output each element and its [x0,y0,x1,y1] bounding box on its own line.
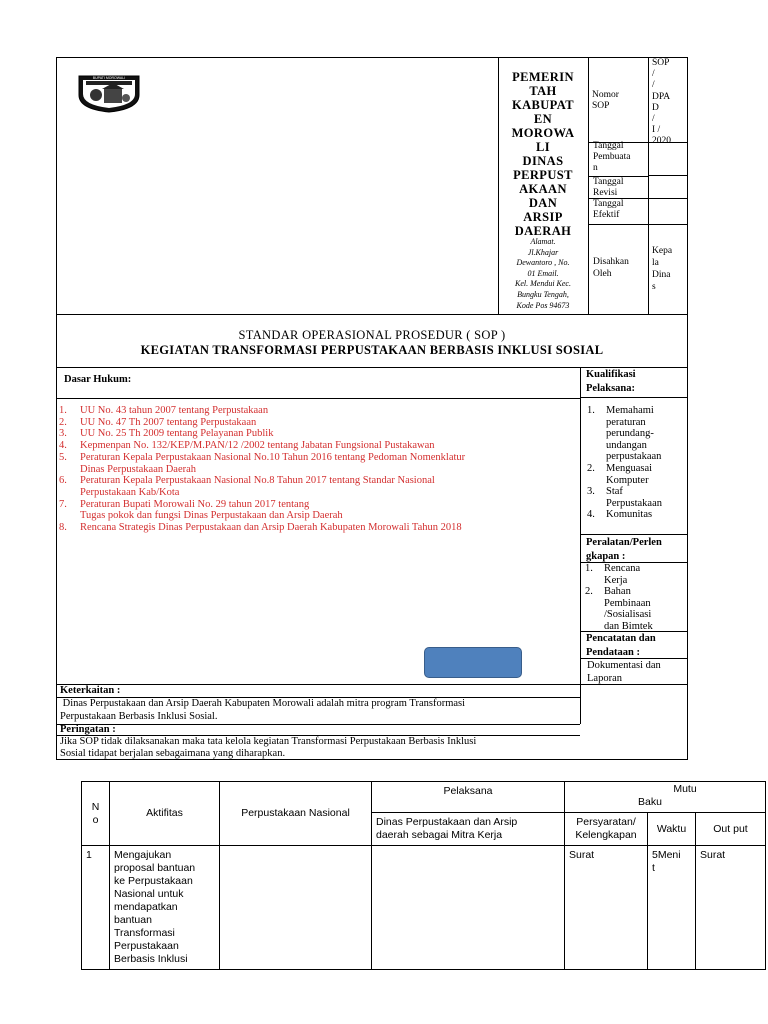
cell-line: bantuan [114,914,152,926]
tool-item-continued [585,609,685,621]
item-number: 3. [59,428,67,440]
blue-rectangle-shape [424,647,522,678]
item-text: /Sosialisasi [604,609,652,621]
item-text: perundang- [606,428,654,440]
tool-item [585,563,685,575]
item-number: 1. [585,563,593,574]
sop-number-line: SOP [652,58,670,68]
cell-line: t [652,862,655,874]
cell-dinas [372,846,565,970]
item-number: 5. [59,451,67,463]
header-text: N [91,800,100,813]
item-text: UU No. 47 Th 2007 tentang Perpustakaan [80,416,257,428]
label-line: Tanggal [593,141,624,151]
logo-cell [56,57,498,314]
org-line: EN [533,112,553,126]
text-line: Perpustakaan Berbasis Inklusi Sosial. [60,710,218,722]
value-line: Kepa [652,246,673,256]
sop-number-line: 2020 [652,136,671,147]
item-number: 4. [587,509,595,521]
item-number: 6. [59,475,67,487]
kualifikasi-list [587,405,687,521]
item-text: perpustakaan [606,451,662,463]
header-mutu-baku [565,782,766,813]
cell-output: Surat [696,846,766,970]
header-waktu: Waktu [648,813,696,846]
item-text: Kepmenpan No. 132/KEP/M.PAN/12 /2002 tentang Jabatan Fungsional Pustakawan [80,440,435,452]
sop-number-line: / [652,80,655,91]
qual-item-continued [587,428,687,440]
law-item-continued [59,464,577,476]
address-line: Alamat. [530,237,556,246]
cell-line: ke Perpustakaan [114,875,193,887]
address-line: 01 Email. [527,268,559,278]
sop-number-line: / [652,114,655,125]
logo-caption: BUPATI MOROWALI [92,76,126,80]
item-text: Dinas Perpustakaan Daerah [80,463,197,475]
cell-perpusnas [220,846,372,970]
cell-line: 5Meni [652,849,681,861]
org-line: MOROWA [511,126,575,140]
law-item [59,522,577,534]
pencatatan-text [587,659,661,685]
peralatan-heading [586,536,662,564]
label-line: Pembuata [593,152,631,162]
cell-line: mendapatkan [114,901,178,913]
header-text: Persyaratan/ [576,816,636,828]
law-item [59,499,577,511]
label-line: Tanggal [593,177,624,187]
org-line: DAERAH [514,224,572,238]
item-number: 2. [59,416,67,428]
label-line: Tanggal [593,199,624,209]
heading-line: Pelaksana: [586,383,636,394]
cell-waktu [648,846,696,970]
label-line: Efektif [593,210,620,220]
item-text: Komunitas [606,509,653,521]
cell-persyaratan: Surat [565,846,648,970]
qual-item-continued [587,440,687,452]
address-line: Kel. Mendui Kec. [515,279,571,289]
address-line: Dewantoro , No. [516,258,570,268]
cell-line: Transformasi [114,927,175,939]
peringatan-heading: Peringatan : [60,724,116,735]
item-text: peraturan [606,416,646,428]
label-line: n [593,163,598,173]
law-item [59,405,577,417]
header-text: o [92,813,99,826]
sop-number-line: DPA [652,91,671,102]
org-line: ARSIP [523,210,563,224]
label-line: Oleh [593,268,612,279]
item-text: Bahan [604,586,631,598]
table-header-row [82,782,766,813]
item-number: 2. [587,462,595,474]
header-pelaksana: Pelaksana [372,782,565,813]
org-line: KABUPAT [511,98,575,112]
cell-line: Mengajukan [114,849,172,861]
org-line: LI [535,140,550,154]
dasar-hukum-heading: Dasar Hukum: [64,374,132,385]
law-item [59,475,577,487]
qual-item [587,509,687,521]
cell-line: Nasional untuk [114,888,184,900]
item-text: Peraturan Kepala Perpustakaan Nasional No.10 Tahun 2016 tentang Pedoman Nomenklatur [80,451,466,463]
sop-number-line: D [652,102,659,113]
peralatan-list [585,563,685,633]
qual-item [587,405,687,417]
sop-number-line: / [652,69,655,80]
item-text: Peraturan Kepala Perpustakaan Nasional No.8 Tahun 2017 tentang Standar Nasional [80,475,435,487]
item-number: 1. [587,405,595,416]
header-no [82,782,110,846]
item-text: Menguasai [606,462,653,474]
item-text: Perpustakaan [606,497,662,509]
item-text: Tugas pokok dan fungsi Dinas Perpustakaan dan Arsip Daerah [80,510,343,522]
item-text: Pembinaan [604,597,651,609]
item-number: 2. [585,586,593,598]
address-line: Jl.Khajar [527,247,559,257]
item-text: Komputer [606,474,649,486]
item-text: Peraturan Bupati Morowali No. 29 tahun 2017 tentang [80,498,310,510]
item-text: Rencana [604,563,641,574]
item-number: 1. [59,405,67,416]
law-item [59,452,577,464]
nomor-sop-label: Nomor SOP [592,90,619,111]
item-text: Perpustakaan Kab/Kota [80,486,180,498]
tanggal-pembuatan-label [593,141,647,174]
qual-item [587,463,687,475]
label-line: Disahkan [593,257,629,267]
item-text: UU No. 25 Th 2009 tentang Pelayanan Publik [80,428,274,440]
cell-line: Perpustakaan [114,940,179,952]
org-line: AKAAN [519,182,567,196]
cell-no: 1 [82,846,110,970]
heading-line: Pencatatan dan [586,633,656,644]
org-line: DINAS [522,154,564,168]
qual-item-continued [587,451,687,463]
law-item-continued [59,510,577,522]
header-text: Mutu [673,783,697,795]
header-text: daerah sebagai Mitra Kerja [376,829,503,841]
org-line: PERPUST [513,168,573,182]
header-dinas [372,813,565,846]
cell-line: proposal bantuan [114,862,196,874]
text-line: Sosial tidapat berjalan sebagaimana yang diharapkan. [60,747,286,759]
table-row [82,846,766,970]
header-output: Out put [696,813,766,846]
header-persyaratan [565,813,648,846]
law-item [59,428,577,440]
keterkaitan-heading: Keterkaitan : [60,685,121,696]
value-line: la [652,258,659,268]
value-line: s [652,282,656,292]
tool-item-continued [585,598,685,610]
item-text: Staf [606,486,623,498]
organization-address [500,237,586,311]
heading-line: Pendataan : [586,647,640,658]
item-text: Memahami [606,405,654,416]
text-line: Dinas Perpustakaan dan Arsip Daerah Kabupaten Morowali adalah mitra program Transformasi [60,698,466,709]
disahkan-label [593,257,647,280]
item-number: 7. [59,498,67,510]
item-number: 8. [59,522,67,534]
pencatatan-heading [586,632,656,660]
qual-item-continued [587,417,687,429]
header-text: Kelengkapan [575,829,637,841]
qual-item-continued [587,475,687,487]
text-line: Jika SOP tidak dilaksanakan maka tata kelola kegiatan Transformasi Perpustakaan Berbasis Inklusi [60,736,477,747]
org-line: PEMERIN [512,70,574,84]
document-title [56,328,688,358]
label-line: Revisi [593,188,618,198]
header-perpusnas: Perpustakaan Nasional [220,782,372,846]
text-line: Dokumentasi dan [587,660,661,671]
qual-item [587,486,687,498]
item-text: UU No. 43 tahun 2007 tentang Perpustakaan [80,405,269,416]
item-text: Rencana Strategis Dinas Perpustakaan dan Arsip Daerah Kabupaten Morowali Tahun 2018 [80,522,462,534]
keterkaitan-text [60,698,580,723]
heading-line: gkapan : [586,551,626,562]
tool-item [585,586,685,598]
cell-line: Berbasis Inklusi [114,953,188,965]
law-item-continued [59,487,577,499]
address-line: Kode Pos 94673 [516,300,570,310]
cell-aktifitas [110,846,220,970]
title-line-1: STANDAR OPERASIONAL PROSEDUR ( SOP ) [238,328,506,342]
text-line: Laporan [587,673,622,684]
heading-line: Kualifikasi [586,369,636,380]
item-number: 4. [59,440,67,452]
tool-item-continued [585,575,685,587]
header-text: Dinas Perpustakaan dan Arsip [376,816,518,828]
dasar-hukum-list [59,405,577,534]
org-line: DAN [528,196,558,210]
header-text: Baku [638,796,662,808]
disahkan-value [652,245,686,293]
law-item [59,417,577,429]
peringatan-text [60,736,580,759]
heading-line: Peralatan/Perlen [586,537,662,548]
item-number: 3. [587,486,595,498]
organization-name [499,70,587,238]
org-line: TAH [529,84,557,98]
kualifikasi-heading [586,368,636,396]
nomor-sop-value [652,58,686,148]
qual-item-continued [587,498,687,510]
sop-number-line: I / [652,125,661,136]
address-line: Bungku Tengah, [517,289,569,299]
item-text: Kerja [604,574,628,586]
tanggal-efektif-label [593,199,647,221]
item-text: undangan [606,439,647,451]
tanggal-revisi-label [593,177,647,199]
value-line: Dina [652,270,671,280]
item-text: dan Bimtek [604,620,653,632]
law-item [59,440,577,452]
header-aktifitas: Aktifitas [110,782,220,846]
activity-table [81,781,766,970]
title-line-2: KEGIATAN TRANSFORMASI PERPUSTAKAAN BERBASIS INKLUSI SOSIAL [140,343,604,357]
